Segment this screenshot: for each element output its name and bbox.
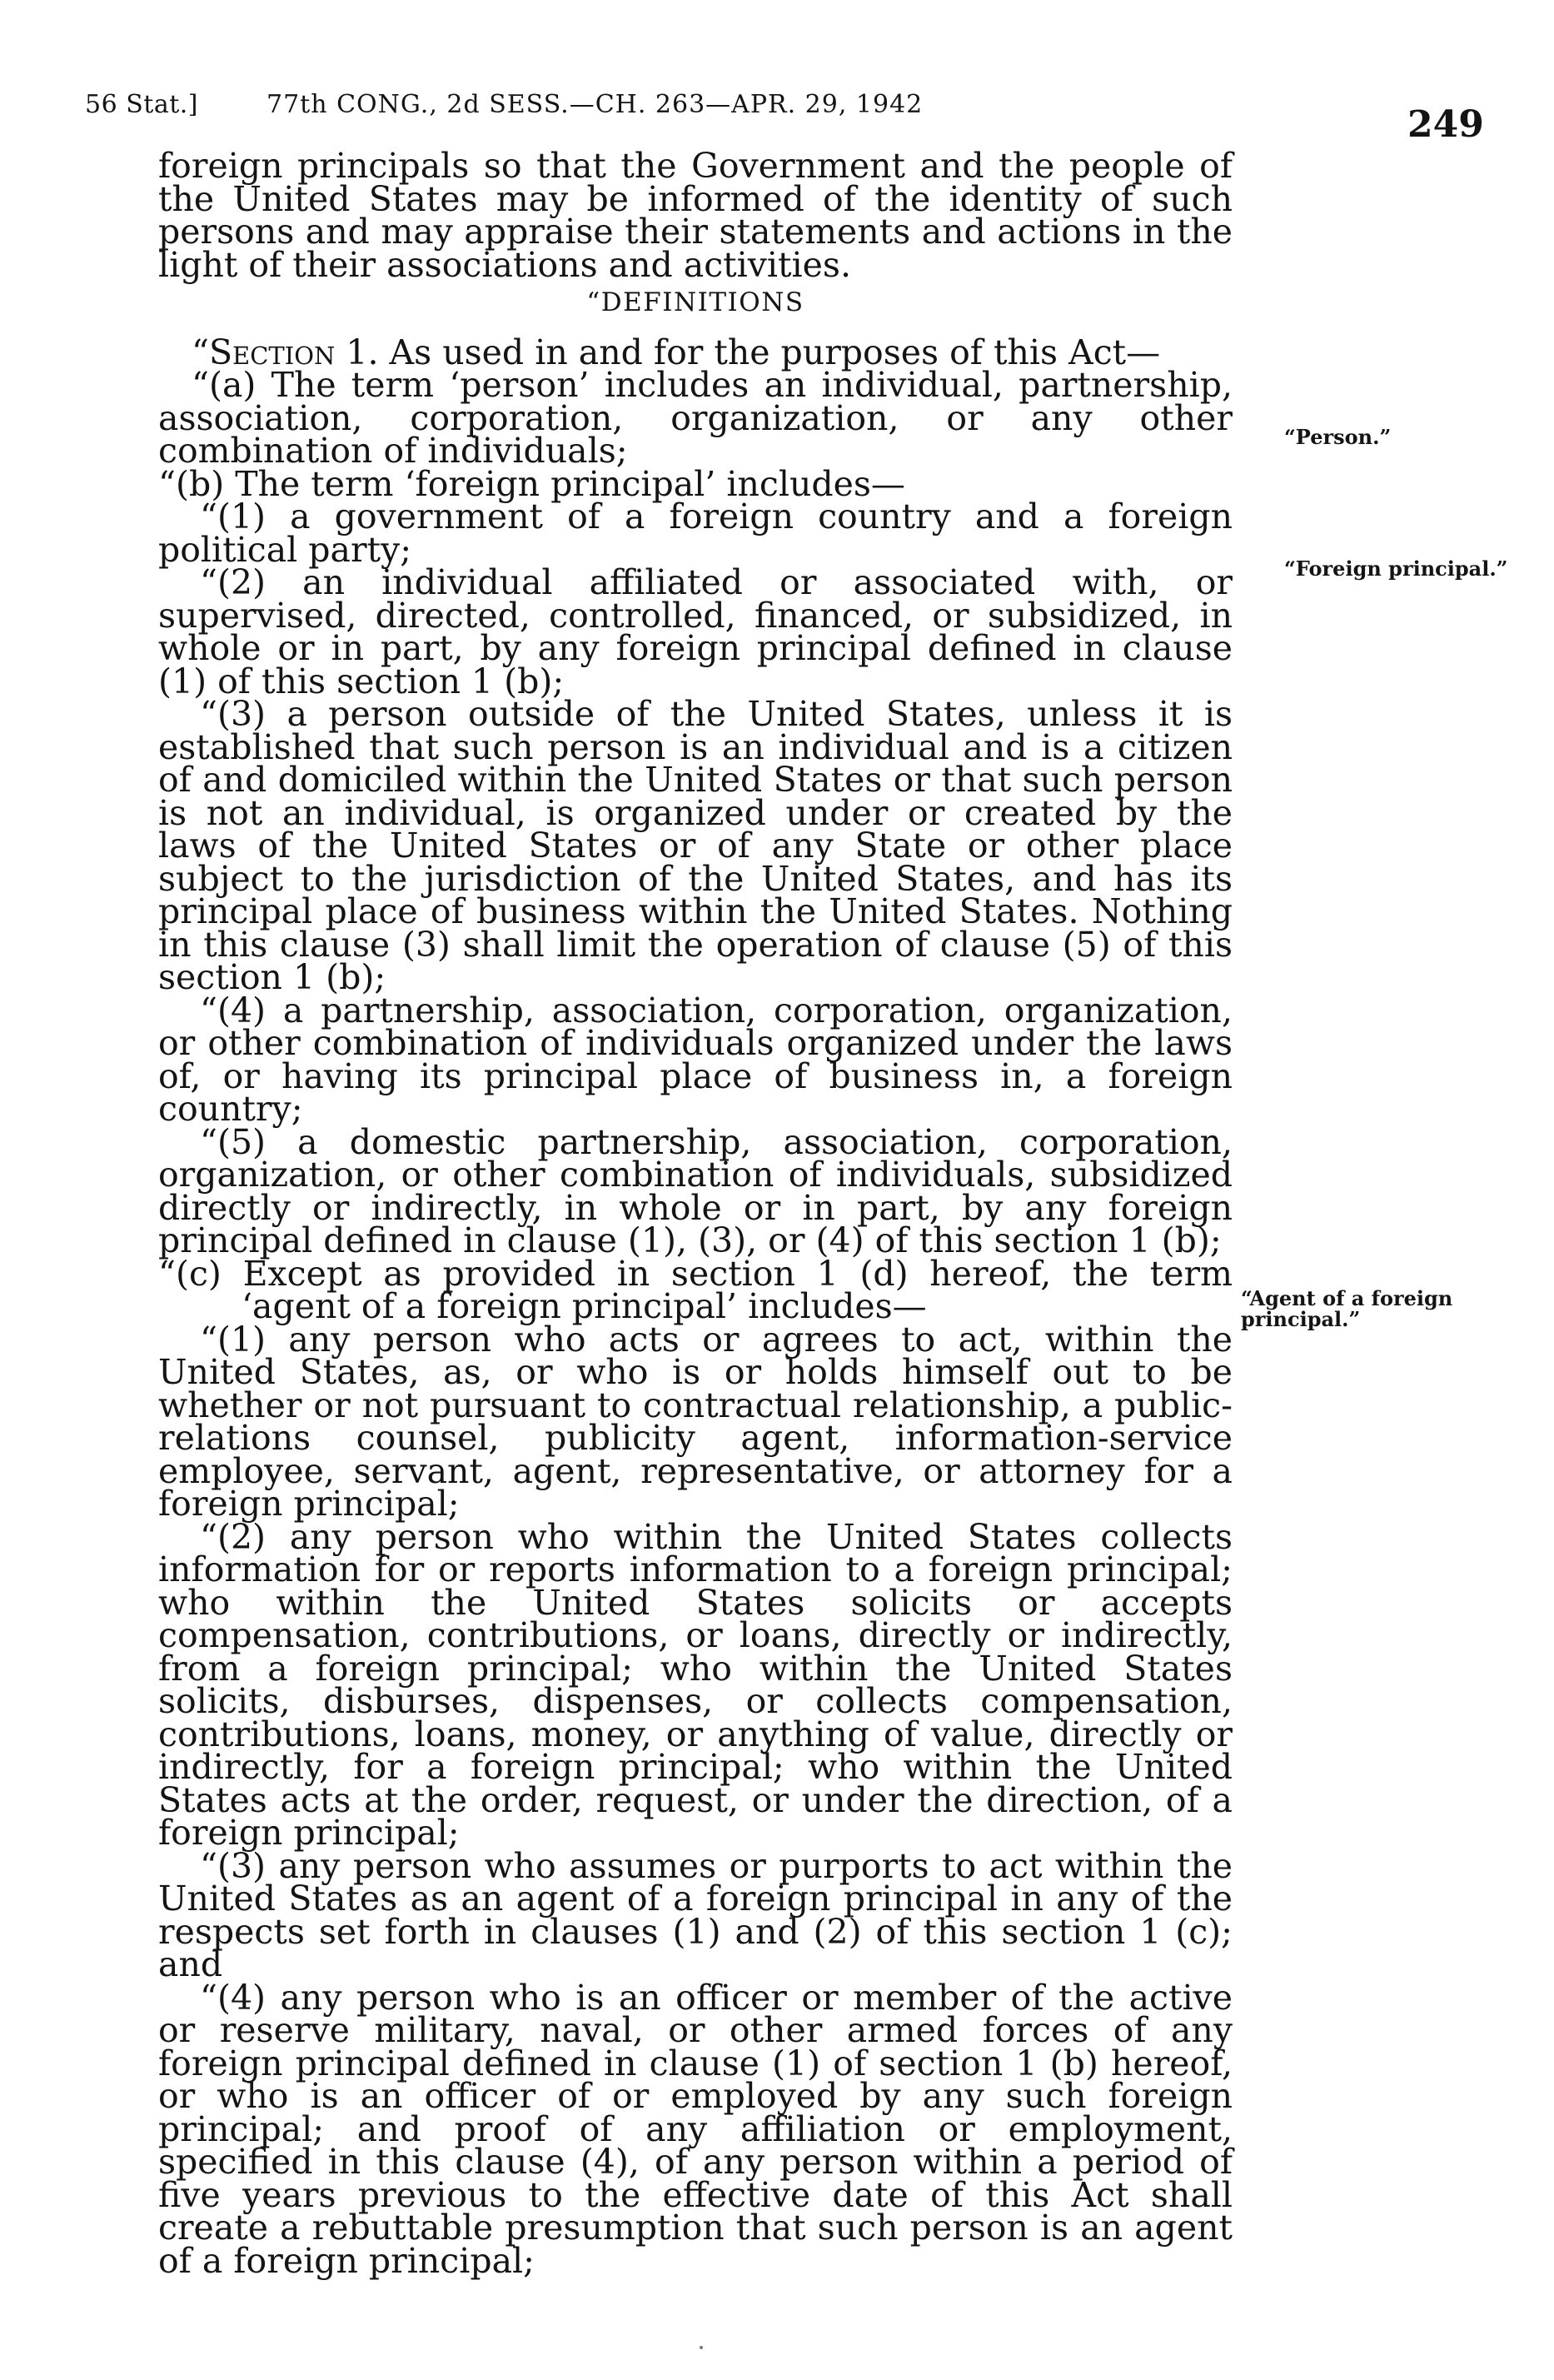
- statute-text: [158, 146, 1233, 2281]
- margin-note-person: “Person.”: [1284, 425, 1392, 449]
- intro-paragraph: foreign principals so that the Government and the people of the United States may be informed of the identity of such persons and may appraise their statements and actions in the light of their associations and activities.: [158, 146, 1233, 285]
- clause-b1: “(1) a government of a foreign country and a foreign political party;: [158, 496, 1233, 570]
- definition-b-foreign-principal: “(b) The term ‘foreign principal’ includes—: [158, 463, 905, 504]
- volume-reference: 56 Stat.]: [85, 90, 198, 119]
- margin-note-foreign-principal: “Foreign principal.”: [1284, 556, 1508, 581]
- definitions-heading: “DEFINITIONS: [586, 287, 804, 317]
- clause-b4: “(4) a partnership, association, corporation, organization, or other combination of individuals organized under the laws of, or having its principal place of business in, a foreign country;: [158, 990, 1233, 1129]
- definition-a-person: “(a) The term ‘person’ includes an individual, partnership, association, corporation, organization, or any other combination of individuals;: [158, 365, 1233, 471]
- clause-c3: “(3) any person who assumes or purports to act within the United States as an agent of a foreign principal in any of the respects set forth in clauses (1) and (2) of this section 1 (c); and: [158, 1845, 1233, 1984]
- clause-c1: “(1) any person who acts or agrees to act, within the United States, as, or who is or holds himself out to be whether or not pursuant to contractual relationship, a public-relations counsel, publicity agent, information-service employee, servant, agent, representative, or attorney for a foreign principal;: [158, 1319, 1233, 1524]
- clause-b5: “(5) a domestic partnership, association, corporation, organization, or other combination of individuals, subsidized directly or indirectly, in whole or in part, by any foreign principal defined in clause (1), (3), or (4) of this section 1 (b);: [158, 1121, 1233, 1260]
- margin-note-agent: “Agent of a foreign principal.”: [1241, 1286, 1453, 1331]
- section-lead-text: 1. As used in and for the purposes of this Act—: [335, 332, 1161, 372]
- scan-speck: [700, 2346, 703, 2349]
- definition-c-agent: “(c) Except as provided in section 1 (d) hereof, the term ‘agent of a foreign principal’ includes—: [158, 1253, 1233, 1326]
- clause-c4: “(4) any person who is an officer or member of the active or reserve military, naval, or other armed forces of any foreign principal defined in clause (1) of section 1 (b) hereof, or who is an officer of or employed by any such foreign principal; and proof of any affiliation or employment, specified in this clause (4), of any person within a period of five years previous to the effective date of this Act shall create a rebuttable presumption that such person is an agent of a foreign principal;: [158, 1977, 1233, 2281]
- clause-c2: “(2) any person who within the United States collects information for or reports information to a foreign principal; who within the United States solicits or accepts compensation, contributions, or loans, directly or indirectly, from a foreign principal; who within the United States solicits, disburses, dispenses, or collects compensation, contributions, loans, money, or anything of value, directly or indirectly, for a foreign principal; who within the United States acts at the order, request, or under the direction, of a foreign principal;: [158, 1516, 1233, 1853]
- section-label: “Section: [192, 332, 336, 372]
- page-number: 249: [1407, 103, 1484, 146]
- clause-b3: “(3) a person outside of the United States, unless it is established that such person is an individual and is a citizen of and domiciled within the United States or that such person is not an individual, is organized under or created by the laws of the United States or of any State or other place subject to the jurisdiction of the United States, and has its principal place of business within the United States. Nothing in this clause (3) shall limit the operation of clause (5) of this section 1 (b);: [158, 694, 1233, 997]
- running-head-citation: 77th CONG., 2d SESS.—CH. 263—APR. 29, 1942: [266, 90, 924, 119]
- clause-b2: “(2) an individual affiliated or associated with, or supervised, directed, controlled, financed, or subsidized, in whole or in part, by any foreign principal defined in clause (1) of this section 1 (b);: [158, 562, 1233, 701]
